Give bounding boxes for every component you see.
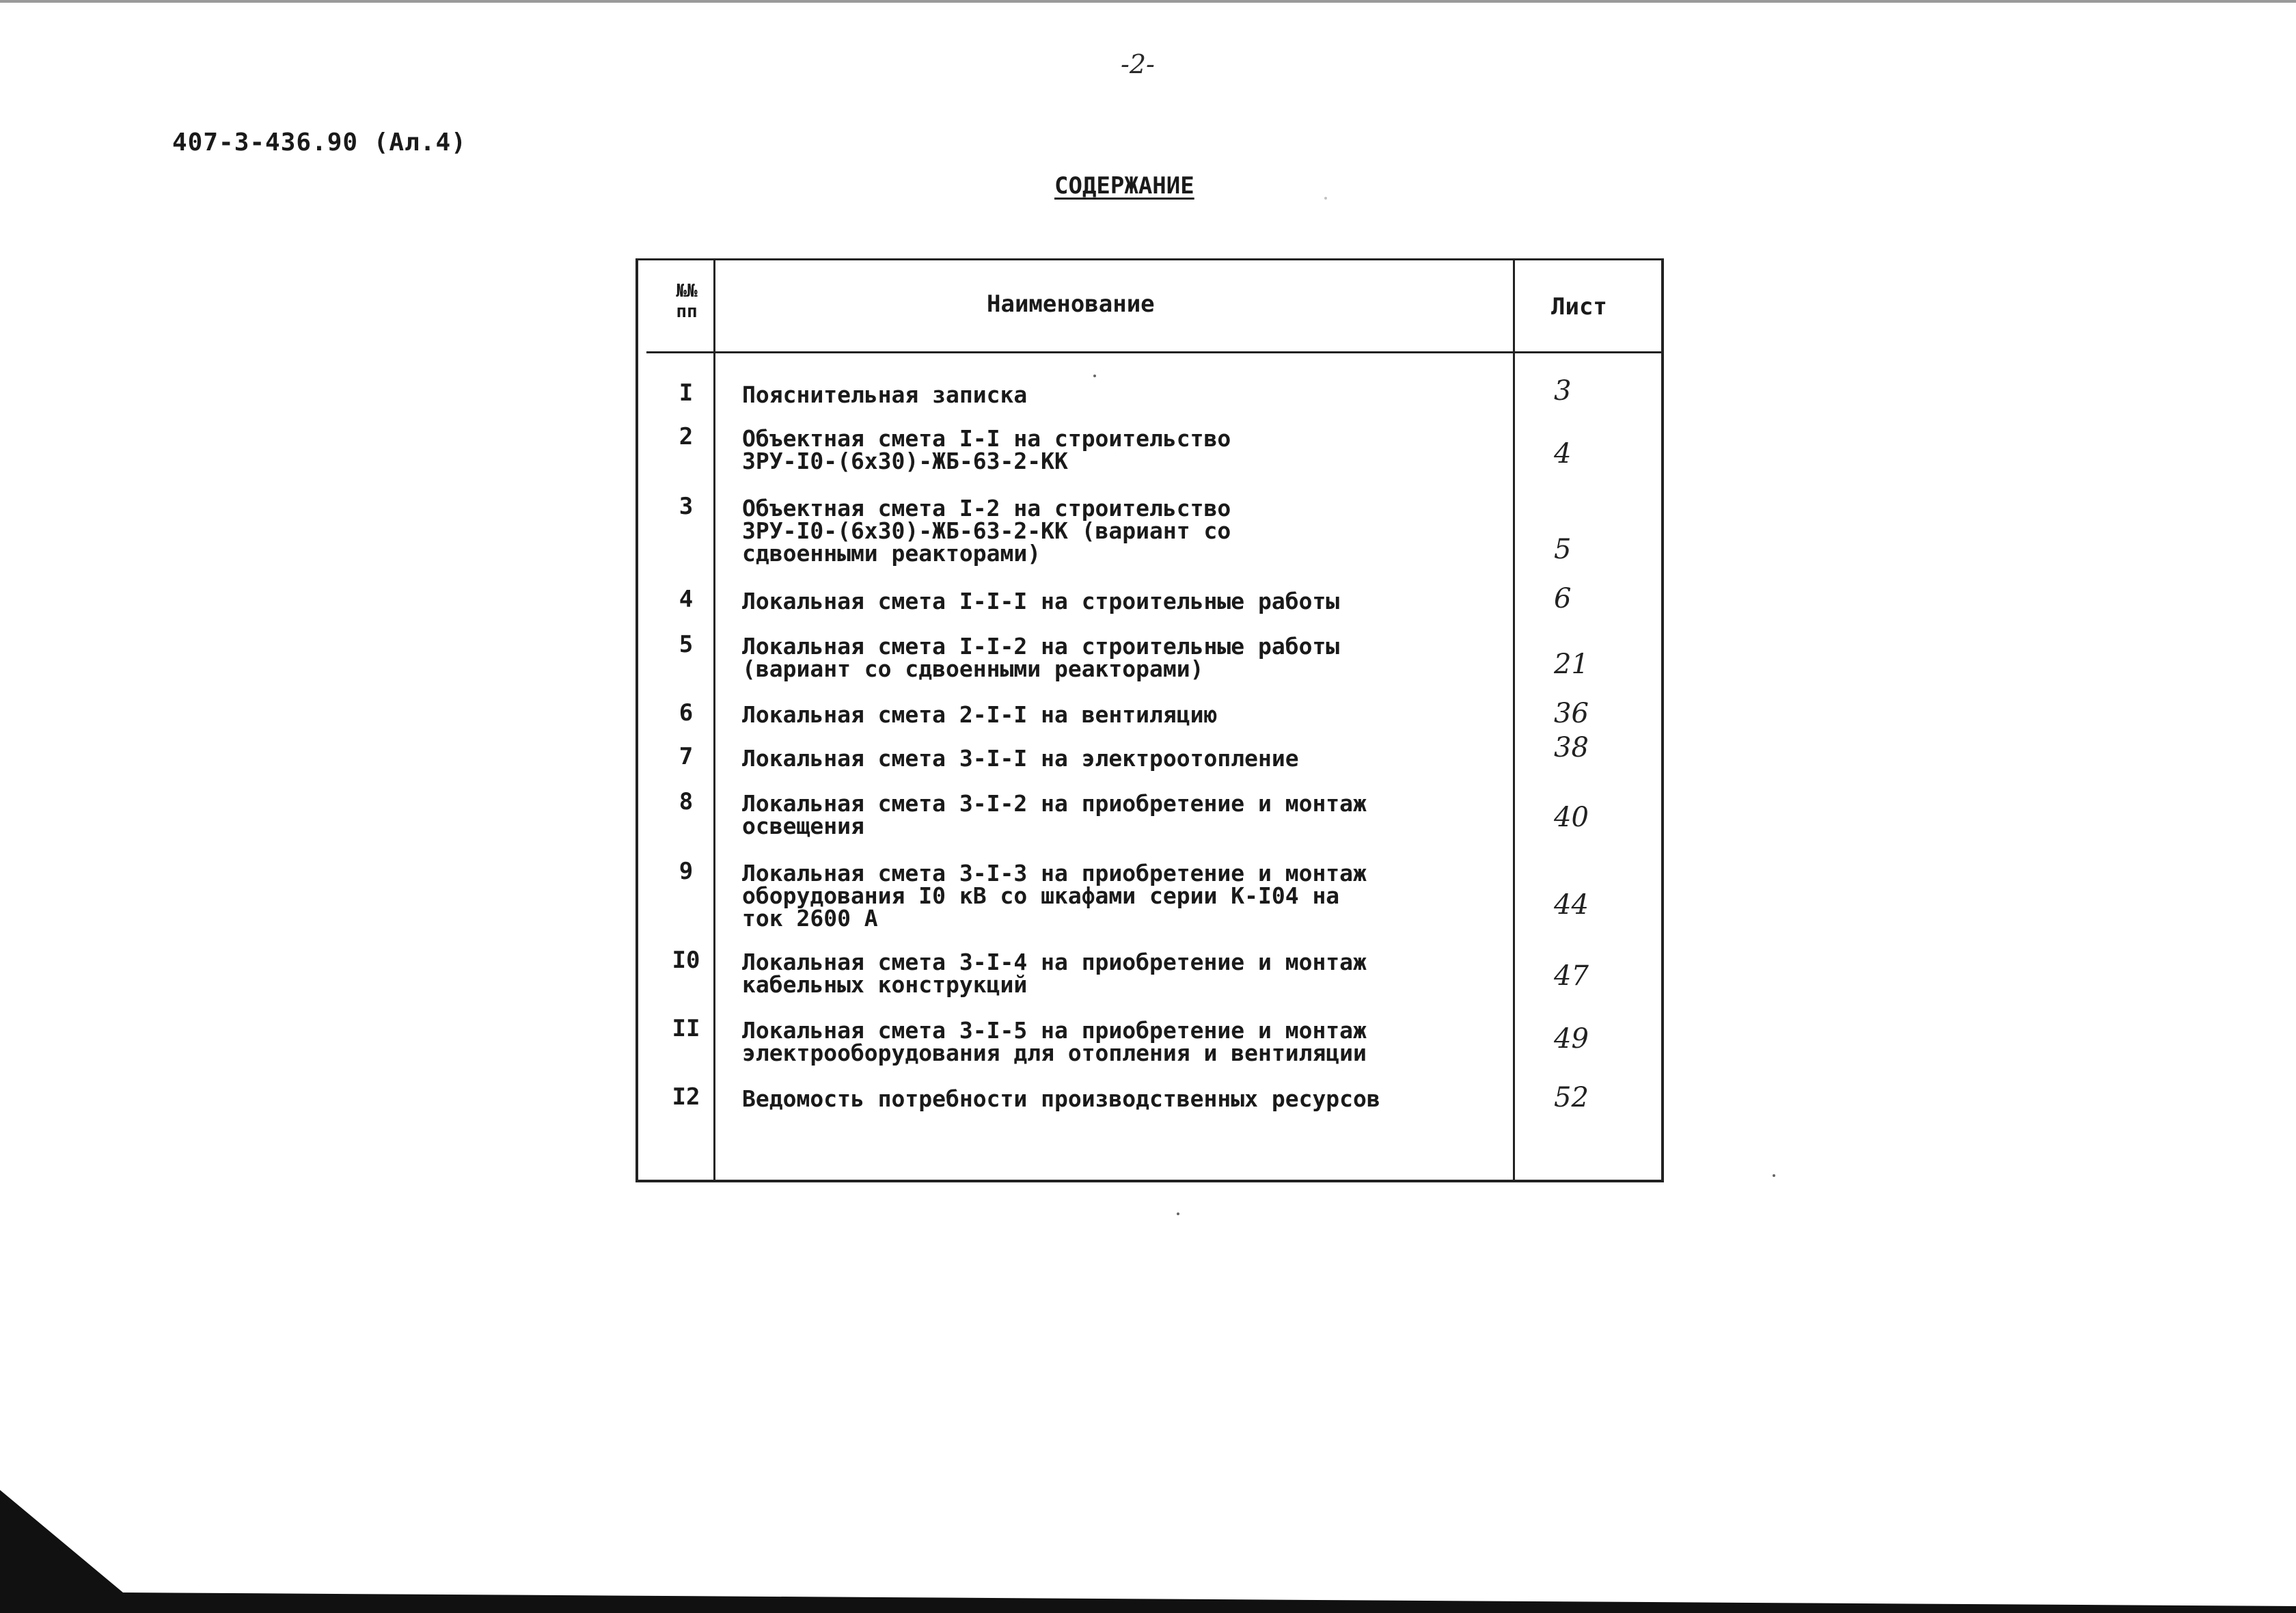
header-sheet: Лист	[1551, 293, 1607, 321]
row-title: Локальная смета 3-I-3 на приобретение и монтаж оборудования I0 кВ со шкафами серии К-I04 на ток 2600 А	[742, 860, 1367, 932]
row-number: II	[672, 1015, 700, 1042]
header-divider	[646, 351, 1661, 353]
scan-speck	[1324, 197, 1327, 200]
scan-shadow	[0, 1490, 2296, 1613]
row-number: I	[679, 379, 694, 407]
row-title: Объектная смета I-I на строительство ЗРУ-I0-(6х30)-ЖБ-63-2-КК	[742, 425, 1231, 474]
contents-table	[636, 258, 1664, 1182]
row-sheet: 47	[1554, 960, 1589, 992]
row-sheet: 49	[1554, 1023, 1589, 1055]
row-title: Локальная смета I-I-I на строительные работы	[742, 588, 1340, 614]
scan-speck	[1773, 1174, 1775, 1177]
row-number: 2	[679, 423, 694, 450]
row-number: I2	[672, 1083, 700, 1111]
row-sheet: 40	[1554, 802, 1589, 833]
row-number: 5	[679, 631, 694, 658]
row-number: 9	[679, 858, 694, 885]
row-sheet: 38	[1554, 732, 1589, 763]
column-divider	[1513, 260, 1515, 1180]
scan-speck	[1093, 375, 1096, 377]
row-number: 4	[679, 586, 694, 613]
row-sheet: 4	[1554, 438, 1572, 470]
row-number: 8	[679, 788, 694, 815]
row-sheet: 6	[1554, 583, 1572, 614]
row-sheet: 44	[1554, 889, 1589, 921]
document-code: 407-3-436.90 (Ал.4)	[172, 128, 467, 157]
row-number: 6	[679, 699, 694, 727]
row-sheet: 52	[1554, 1082, 1589, 1113]
row-title: Объектная смета I-2 на строительство ЗРУ-I0-(6х30)-ЖБ-63-2-КК (вариант со сдвоенными реакторами)	[742, 495, 1231, 567]
row-sheet: 3	[1554, 375, 1572, 407]
row-title: Локальная смета 3-I-2 на приобретение и монтаж освещения	[742, 790, 1367, 839]
row-title: Пояснительная записка	[742, 381, 1028, 408]
row-sheet: 21	[1554, 649, 1589, 680]
row-title: Локальная смета 3-I-5 на приобретение и монтаж электрооборудования для отопления и вентиляции	[742, 1017, 1367, 1066]
toc-title: СОДЕРЖАНИЕ	[1054, 172, 1194, 200]
row-number: I0	[672, 947, 700, 974]
header-number: №№ пп	[676, 281, 698, 322]
row-sheet: 36	[1554, 698, 1589, 729]
row-number: 7	[679, 743, 694, 770]
row-title: Локальная смета 3-I-4 на приобретение и монтаж кабельных конструкций	[742, 949, 1367, 998]
row-sheet: 5	[1554, 534, 1572, 565]
header-name: Наименование	[987, 290, 1155, 318]
scan-edge-line	[0, 0, 2296, 3]
row-number: 3	[679, 493, 694, 520]
scan-speck	[1177, 1212, 1179, 1215]
row-title: Локальная смета 3-I-I на электроотопление	[742, 745, 1299, 772]
row-title: Ведомость потребности производственных ресурсов	[742, 1085, 1380, 1112]
row-title: Локальная смета I-I-2 на строительные работы (вариант со сдвоенными реакторами)	[742, 633, 1340, 682]
page-number: -2-	[1121, 49, 1155, 79]
row-title: Локальная смета 2-I-I на вентиляцию	[742, 701, 1218, 728]
